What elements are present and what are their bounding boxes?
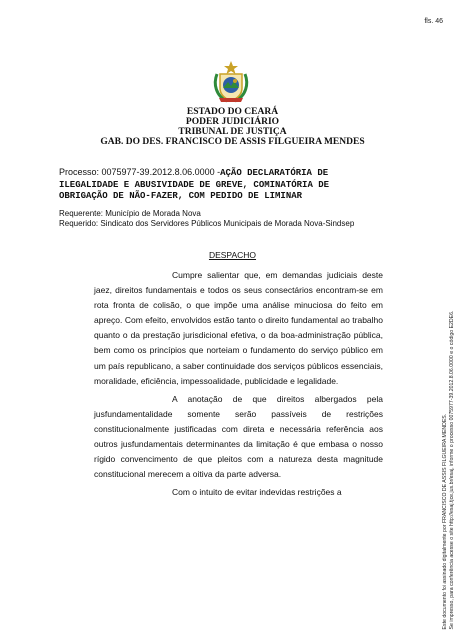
ceara-coat-of-arms-emblem <box>211 60 251 104</box>
paragraph: A anotação de que direitos albergados pela jusfundamentalidade somente serão passíveis de restrições constitucionalmente justificadas com direta e necessária referência aos outros jusfundamentais determinantes da limitação é que embasa o nosso rígido convencimento de que pleitos com a natureza desta magnitude constitucional merecem a oitiva da parte adversa. <box>94 393 383 480</box>
court-header <box>0 107 465 147</box>
despacho-body <box>94 268 383 500</box>
signature-note-line1: Este documento foi assinado digitalmente por FRANCISCO DE ASSIS FILGUEIRA MENDES. <box>442 413 448 630</box>
signature-note-line2: Se impresso, para conferência acesse o site http://esaj.tjce.jus.br/esaj, informe o processo 0075977-39.2012.8.06.0000 e o código E2DE6. <box>449 310 455 630</box>
header-judiciary: PODER JUDICIÁRIO <box>185 117 280 127</box>
paragraph: Cumpre salientar que, em demandas judiciais deste jaez, direitos fundamentais e todos os seus consectários encontram-se em rota fronta de colisão, o que impõe uma análise minuciosa do feito em apreço. Com efeito, envolvidos estão tanto o direito fundamental ao trabalho quanto o da prestação jurisdicional efetiva, o da boa-administração pública, bem como os princípios que norteiam o fundamento do serviço público em um país republicano, a saber continuidade dos serviços públicos essenciais, moralidade, eficiência, impessoalidade, publicidade e legalidade. <box>94 270 383 386</box>
paragraph: Com o intuito de evitar indevidas restrições a <box>172 487 342 498</box>
requerido-line: Requerido: Sindicato dos Servidores Públicos Municipais de Morada Nova-Sindsep <box>59 218 355 228</box>
process-number: Processo: 0075977-39.2012.8.06.0000 - <box>59 167 221 177</box>
parties-block <box>59 209 377 228</box>
process-info <box>59 167 379 202</box>
page-number: fls. 46 <box>424 18 443 25</box>
header-state: ESTADO DO CEARÁ <box>186 107 279 117</box>
requerente-line: Requerente: Município de Morada Nova <box>59 209 201 218</box>
digital-signature-note <box>437 310 461 630</box>
process-action-title: AÇÃO DECLARATÓRIA DE ILEGALIDADE E ABUSIVIDADE DE GREVE, COMINATÓRIA DE OBRIGAÇÃO DE NÃO-FAZER, COM PEDIDO DE LIMINAR <box>59 168 330 201</box>
header-cabinet: GAB. DO DES. FRANCISCO DE ASSIS FILGUEIRA MENDES <box>100 137 365 147</box>
section-title-despacho: DESPACHO <box>208 250 257 260</box>
header-tribunal: TRIBUNAL DE JUSTIÇA <box>178 127 287 137</box>
